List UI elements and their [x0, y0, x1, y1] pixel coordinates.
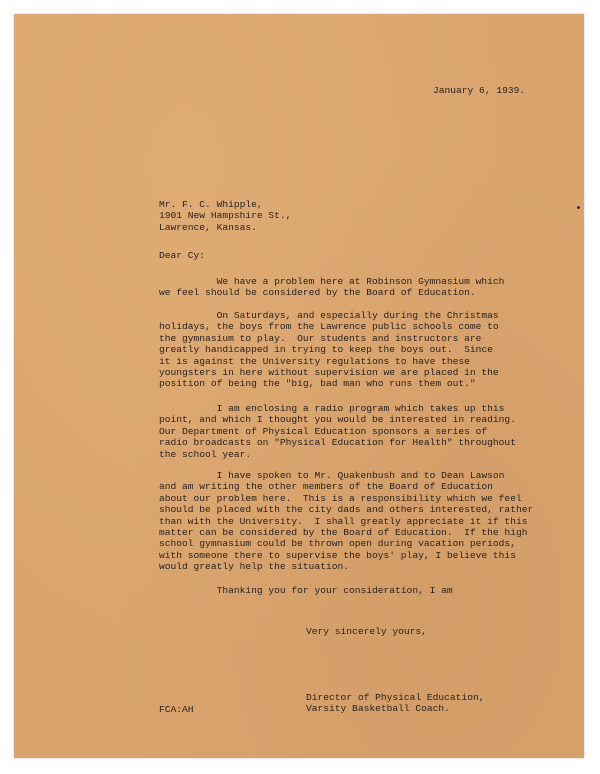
recipient-name: Mr. F. C. Whipple, — [159, 199, 263, 210]
signature-title-2: Varsity Basketball Coach. — [306, 703, 450, 715]
body-paragraph-1: We have a problem here at Robinson Gymnasium which we feel should be considered by the Board of Education. — [159, 276, 505, 299]
closing: Very sincerely yours, — [306, 626, 427, 637]
recipient-city: Lawrence, Kansas. — [159, 221, 257, 233]
body-paragraph-4: I have spoken to Mr. Quakenbush and to Dean Lawson and am writing the other members of the Board of Education about our problem here. This is a responsibility which we feel should be placed with the city dads and others interested, rather than with the University. I shall greatly appreciate it if this matter can be considered by the Board of Education. If the high school gymnasium could be thrown open during vacation periods, with someone there to supervise the boys' play, I believe this would greatly help the situation. — [159, 470, 534, 573]
signature-title-1: Director of Physical Education, — [306, 692, 485, 703]
letter-date: January 6, 1939. — [433, 85, 526, 96]
salutation: Dear Cy: — [159, 250, 206, 261]
signature-block — [306, 692, 484, 715]
body-paragraph-2: On Saturdays, and especially during the Christmas holidays, the boys from the Lawrence public schools come to the gymnasium to play. Our students and instructors are greatly handicapped in trying to keep the boys out. Since it is against the University regulations to have these youngsters in here without supervision we are placed in the position of being the "big, bad man who runs them out." — [159, 310, 499, 390]
ink-spot — [577, 206, 580, 209]
recipient-street: 1901 New Hampshire St., — [159, 210, 292, 222]
letter-sheet — [14, 14, 584, 758]
body-paragraph-5: Thanking you for your consideration, I am — [159, 585, 453, 596]
body-paragraph-3: I am enclosing a radio program which takes up this point, and which I thought you would be interested in reading. Our Department of Physical Education sponsors a series of radio broadcasts on "Physical Education for Health" throughout the school year. — [159, 403, 516, 460]
recipient-address — [159, 199, 291, 233]
reference-initials: FCA:AH — [159, 704, 194, 715]
